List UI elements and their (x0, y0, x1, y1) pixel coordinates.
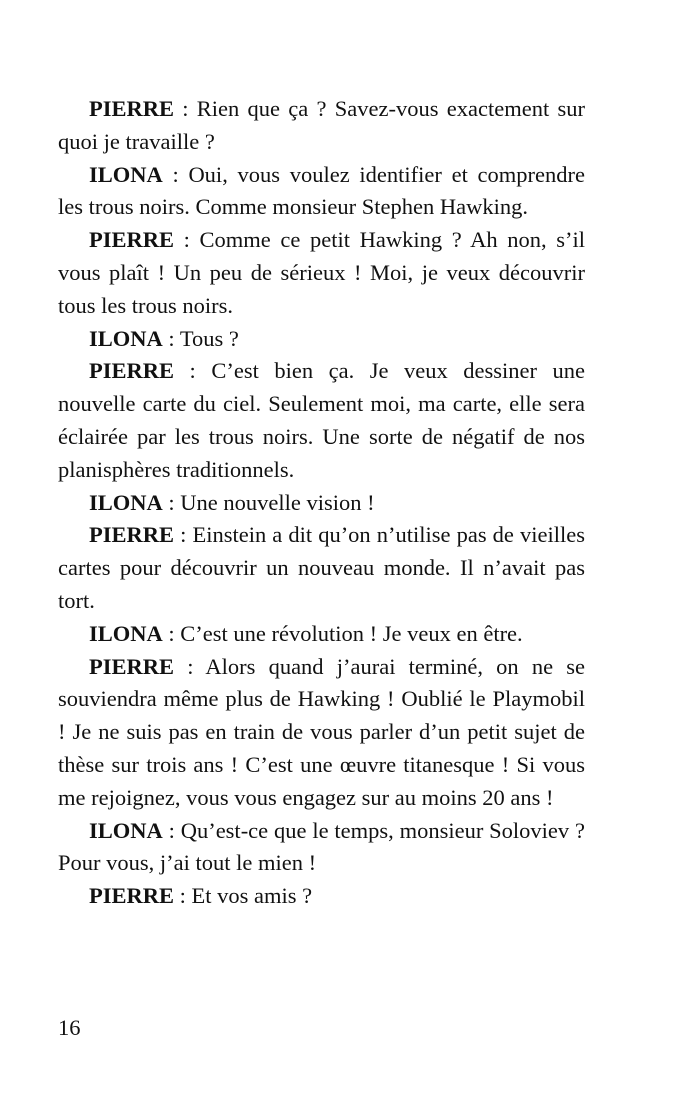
line-text: Alors quand j’aurai terminé, on ne se souviendra même plus de Hawking ! Oublié le Playmobil ! Je ne suis pas en train de vous parler d’un petit sujet de thèse sur trois ans ! C’est une œuvre titanesque ! Si vous me rejoignez, vous vous engagez sur au moins 20 ans ! (58, 653, 585, 810)
dialogue-line (58, 93, 585, 159)
separator: : (162, 620, 181, 646)
dialogue-line (58, 815, 585, 881)
speaker-name: ILONA (89, 325, 163, 351)
line-text: Oui, vous voulez identifier et comprendre les trous noirs. Comme monsieur Stephen Hawking. (58, 161, 585, 220)
separator: : (174, 227, 200, 253)
speaker-name: ILONA (89, 620, 163, 646)
speaker-name: PIERRE (89, 227, 175, 253)
separator: : (162, 817, 181, 843)
line-text: Tous ? (179, 325, 239, 351)
separator: : (174, 96, 197, 121)
line-text: Einstein a dit qu’on n’utilise pas de vieilles cartes pour découvrir un nouveau monde. Il n’avait pas tort. (58, 522, 585, 613)
line-text: C’est une révolution ! Je veux en être. (180, 620, 523, 646)
speaker-name: ILONA (89, 489, 163, 515)
dialogue-line (58, 159, 585, 225)
speaker-name: PIERRE (89, 96, 175, 121)
dialogue-line (58, 880, 585, 913)
dialogue-line (58, 323, 585, 356)
separator: : (174, 358, 212, 384)
line-text: Qu’est-ce que le temps, monsieur Soloviev ? Pour vous, j’ai tout le mien ! (58, 817, 585, 876)
separator: : (162, 161, 189, 187)
speaker-name: PIERRE (89, 883, 175, 909)
dialogue-line (58, 651, 585, 815)
separator: : (174, 883, 192, 909)
dialogue-line (58, 224, 585, 322)
speaker-name: PIERRE (89, 653, 175, 679)
separator: : (174, 653, 206, 679)
separator: : (174, 522, 193, 548)
speaker-name: PIERRE (89, 358, 175, 384)
page-number: 16 (58, 1015, 81, 1040)
line-text: Une nouvelle vision ! (180, 489, 375, 515)
separator: : (162, 489, 181, 515)
dialogue-line (58, 519, 585, 617)
dialogue-line (58, 355, 585, 486)
speaker-name: ILONA (89, 817, 163, 843)
line-text: Rien que ça ? Savez-vous exactement sur quoi je travaille ? (58, 96, 585, 154)
dialogue-line (58, 487, 585, 520)
line-text: Comme ce petit Hawking ? Ah non, s’il vous plaît ! Un peu de sérieux ! Moi, je veux découvrir tous les trous noirs. (58, 227, 585, 318)
speaker-name: PIERRE (89, 522, 175, 548)
line-text: C’est bien ça. Je veux dessiner une nouvelle carte du ciel. Seulement moi, ma carte, elle sera éclairée par les trous noirs. Une sorte de négatif de nos planisphères traditionnels. (58, 358, 585, 482)
separator: : (162, 325, 180, 351)
dialogue-line (58, 618, 585, 651)
speaker-name: ILONA (89, 161, 163, 187)
line-text: Et vos amis ? (191, 883, 313, 909)
page-body (58, 93, 585, 913)
